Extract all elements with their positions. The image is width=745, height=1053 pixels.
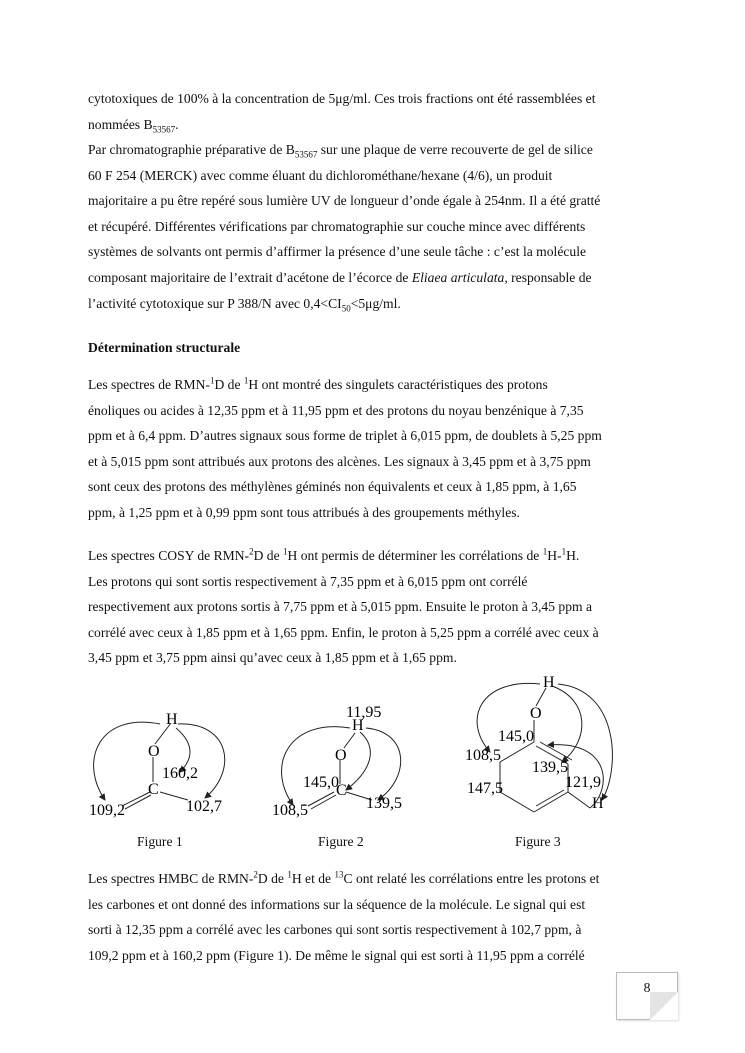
fig3-value-121-9: 121,9 bbox=[565, 774, 601, 791]
fig2-top-value: 11,95 bbox=[346, 704, 382, 721]
text-line: et récupéré. Différentes vérifications par chromatographie sur couche mince avec différents bbox=[88, 218, 586, 234]
text-line: Les protons qui sont sortis respectivement à 7,35 ppm et à 6,015 ppm ont corrélé bbox=[88, 573, 528, 589]
fig2-h-label: H bbox=[352, 717, 364, 734]
fig1-h-label: H bbox=[166, 711, 178, 728]
text-line: majoritaire a pu être repéré sous lumière UV de longueur d’onde égale à 254nm. Il a été gratté bbox=[88, 193, 601, 209]
figure-1-structure bbox=[94, 722, 225, 809]
fig2-o-label: O bbox=[335, 747, 347, 764]
fig3-value-145-0: 145,0 bbox=[498, 728, 534, 745]
page-curl bbox=[650, 992, 678, 1020]
figure-3-caption: Figure 3 bbox=[515, 834, 561, 849]
fig2-c-label: C bbox=[336, 782, 347, 799]
text-line: 60 F 254 (MERCK) avec comme éluant du dichlorométhane/hexane (4/6), un produit bbox=[88, 167, 553, 183]
text-line: l’activité cytotoxique sur P 388/N avec $0,4<CI_{50}<5\mu g/ml$. bbox=[88, 295, 401, 314]
text-line: nommées $B_{53567}$. bbox=[88, 116, 179, 135]
text-line: Les spectres COSY de RMN-$^2$D de $^1$H ont permis de déterminer les corrélations de $^1$H-$^1$H. bbox=[88, 546, 580, 563]
paragraph-hmbc bbox=[88, 866, 656, 968]
paragraph-rmn-1d bbox=[88, 372, 656, 526]
fig3-h-bottom-label: H bbox=[592, 795, 604, 812]
text-line: Par chromatographie préparative de $B_{53567}$ sur une plaque de verre recouverte de gel de silice bbox=[88, 142, 593, 160]
text-line: ppm, à 1,25 ppm et à 0,99 ppm sont tous attribués à des groupements méthyles. bbox=[88, 504, 520, 520]
fig2-value-108-5: 108,5 bbox=[272, 802, 308, 819]
text-line: corrélé avec ceux à 1,85 ppm et à 1,65 ppm. Enfin, le proton à 5,25 ppm a corrélé avec ceux à bbox=[88, 624, 599, 640]
text-line: ppm et à 6,4 ppm. D’autres signaux sous forme de triplet à 6,015 ppm, de doublets à 5,25 ppm bbox=[88, 428, 602, 444]
text-line: respectivement aux protons sortis à 7,75 ppm et à 5,015 ppm. Ensuite le proton à 3,45 ppm a bbox=[88, 599, 593, 615]
hmbc-figures bbox=[0, 670, 745, 830]
paragraph-chromatography bbox=[88, 137, 656, 316]
text-line: Les spectres de RMN-$^1$D de $^1$H ont montré des singulets caractéristiques des protons bbox=[88, 375, 548, 392]
fig1-value-160-2: 160,2 bbox=[162, 765, 198, 782]
fig2-value-139-5: 139,5 bbox=[366, 795, 402, 812]
text-line: Les spectres HMBC de RMN-$^2$D de $^1$H et de $^{13}$C ont relaté les corrélations entre les protons et bbox=[88, 869, 600, 886]
section-heading: Détermination structurale bbox=[88, 340, 241, 355]
text-line: et à 5,015 ppm sont attribués aux protons des alcènes. Les signaux à 3,45 ppm et à 3,75 ppm bbox=[88, 453, 591, 469]
text-line: systèmes de solvants ont permis d’affirmer la présence d’une seule tâche : c’est la molécule bbox=[88, 244, 587, 260]
page-number: 8 bbox=[643, 980, 651, 995]
figure-1-caption: Figure 1 bbox=[137, 834, 183, 849]
text-line: sont ceux des protons des méthylènes géminés non équivalents et ceux à 1,85 ppm, à 1,65 bbox=[88, 479, 577, 495]
text-line: composant majoritaire de l’extrait d’acétone de l’écorce de Eliaea articulata, responsable de bbox=[88, 269, 592, 285]
fig3-value-147-5: 147,5 bbox=[467, 780, 503, 797]
text-line: 109,2 ppm et à 160,2 ppm (Figure 1). De même le signal qui est sorti à 11,95 ppm a corrélé bbox=[88, 947, 585, 963]
page-number-box bbox=[616, 972, 678, 1020]
fig3-o-label: O bbox=[530, 705, 542, 722]
text-line: 3,45 ppm et 3,75 ppm ainsi qu’avec ceux à 1,85 ppm et à 1,65 ppm. bbox=[88, 650, 457, 666]
text-line: énoliques ou acides à 12,35 ppm et à 11,95 ppm et des protons du noyau benzénique à 7,35 bbox=[88, 402, 584, 418]
fig3-h-top-label: H bbox=[543, 674, 555, 691]
fig3-value-108-5: 108,5 bbox=[465, 747, 501, 764]
text-line: cytotoxiques de 100% à la concentration de 5μg/ml. Ces trois fractions ont été rassemblées et bbox=[88, 91, 596, 106]
fig3-value-139-5: 139,5 bbox=[532, 759, 568, 776]
text-line: les carbones et ont donné des informations sur la séquence de la molécule. Le signal qui est bbox=[88, 896, 586, 912]
fig1-o-label: O bbox=[148, 743, 160, 760]
figure-2-caption: Figure 2 bbox=[318, 834, 364, 849]
fig1-value-109-2: 109,2 bbox=[89, 802, 125, 819]
fig1-value-102-7: 102,7 bbox=[186, 798, 222, 815]
paragraph-cosy bbox=[88, 543, 656, 671]
fig2-value-145-0: 145,0 bbox=[303, 774, 339, 791]
text-line: sorti à 12,35 ppm a corrélé avec les carbones qui sont sortis respectivement à 102,7 ppm, à bbox=[88, 922, 582, 938]
paragraph-intro bbox=[88, 86, 656, 137]
fig1-c-label: C bbox=[148, 781, 159, 798]
